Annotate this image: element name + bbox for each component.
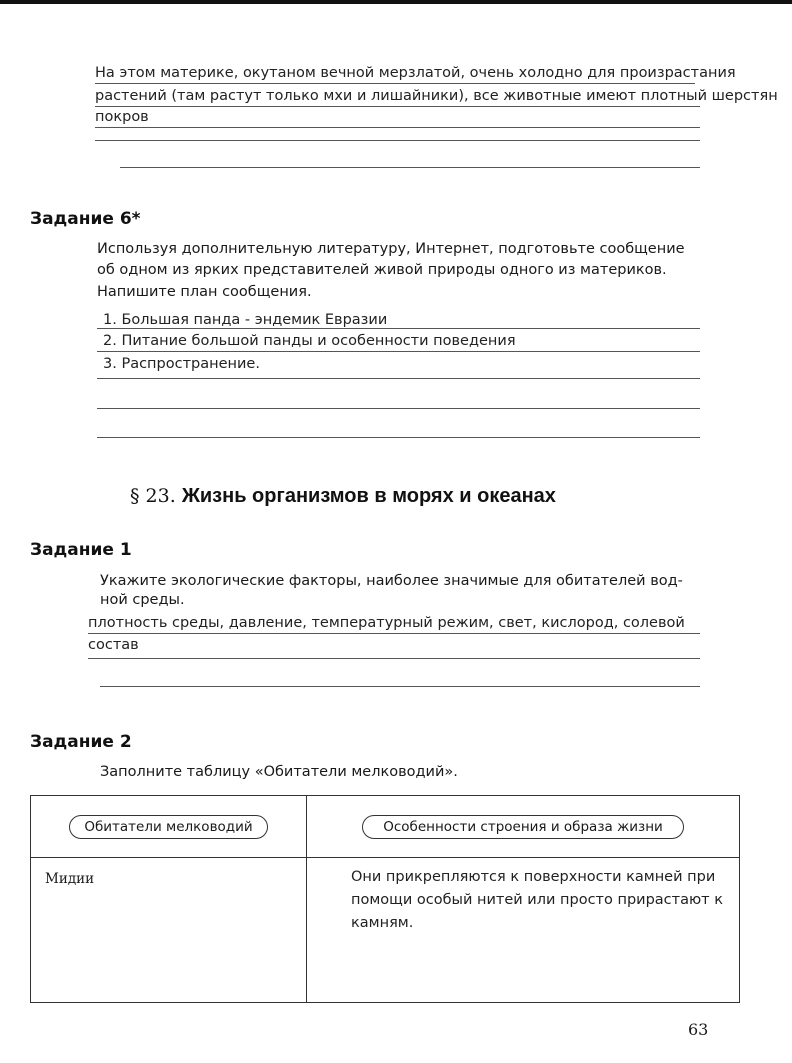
plan-item: 2. Питание большой панды и особенности поведения — [103, 333, 516, 349]
answer-line: На этом материке, окутаном вечной мерзлатой, очень холодно для произрастания — [95, 65, 736, 81]
task6-title: Задание 6* — [30, 209, 141, 229]
features-line: камням. — [351, 915, 414, 931]
answer-rule — [88, 658, 700, 659]
answer-rule — [97, 378, 700, 379]
features-line: помощи особый нитей или просто прирастают к — [351, 892, 723, 908]
column-header: Особенности строения и образа жизни — [362, 815, 684, 839]
column-header: Обитатели мелководий — [69, 815, 267, 839]
answer-rule — [97, 351, 700, 352]
inhabitant-cell: Мидии — [45, 871, 95, 887]
answer-rule — [88, 633, 700, 634]
shallow-water-table — [30, 795, 740, 1003]
plan-item: 3. Распространение. — [103, 356, 260, 372]
section-number: § 23. — [130, 485, 176, 507]
section-title: Жизнь организмов в морях и океанах — [181, 485, 556, 507]
task1-answer: состав — [88, 637, 139, 653]
features-line: Они прикрепляются к поверхности камней при — [351, 869, 716, 885]
answer-line: растений (там растут только мхи и лишайники), все животные имеют плотный шерстян — [95, 88, 778, 104]
answer-rule — [120, 167, 700, 168]
plan-item: 1. Большая панда - эндемик Евразии — [103, 312, 388, 328]
page-number: 63 — [688, 1020, 709, 1039]
task2-prompt: Заполните таблицу «Обитатели мелководий». — [100, 764, 458, 780]
table-row — [31, 858, 740, 1003]
answer-rule — [95, 127, 700, 128]
task1-title: Задание 1 — [30, 540, 132, 560]
task6-prompt: Напишите план сообщения. — [97, 284, 312, 300]
task2-title: Задание 2 — [30, 732, 132, 752]
answer-rule — [95, 140, 700, 141]
task1-prompt: ной среды. — [100, 592, 185, 608]
table-header-row — [31, 796, 740, 858]
answer-rule — [95, 83, 695, 84]
task6-prompt: об одном из ярких представителей живой природы одного из материков. — [97, 262, 667, 278]
section-heading — [130, 485, 556, 508]
scan-edge — [0, 0, 792, 4]
task1-prompt: Укажите экологические факторы, наиболее значимые для обитателей вод- — [100, 573, 683, 589]
answer-rule — [95, 106, 700, 107]
task1-answer: плотность среды, давление, температурный режим, свет, кислород, солевой — [88, 615, 685, 631]
task6-prompt: Используя дополнительную литературу, Интернет, подготовьте сообщение — [97, 241, 685, 257]
answer-line: покров — [95, 109, 149, 125]
answer-rule — [97, 408, 700, 409]
answer-rule — [97, 328, 700, 329]
answer-rule — [97, 437, 700, 438]
answer-rule — [100, 686, 700, 687]
